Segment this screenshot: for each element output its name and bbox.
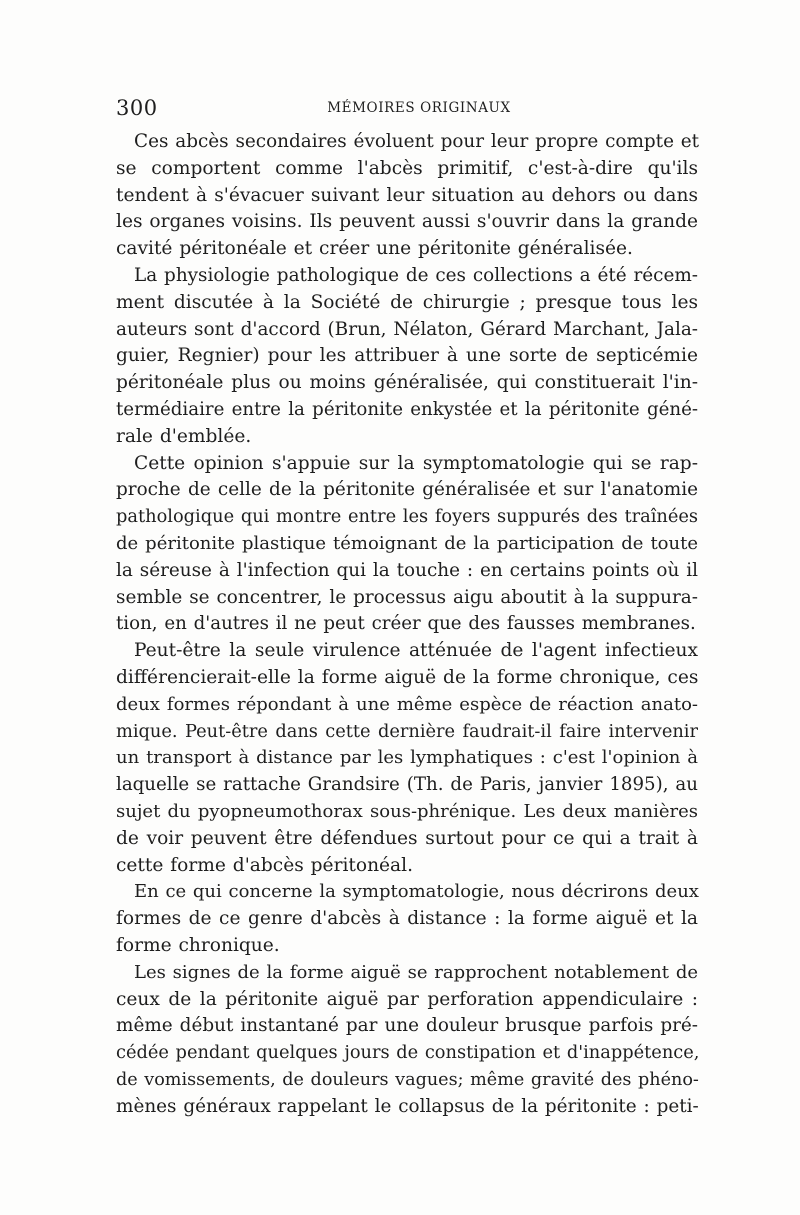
- text-line: proche de celle de la péritonite généralisée et sur l'anatomie: [116, 479, 698, 501]
- text-line: auteurs sont d'accord (Brun, Nélaton, Gérard Marchant, Jala-: [116, 318, 698, 340]
- text-line: pathologique qui montre entre les foyers suppurés des traînées: [116, 506, 698, 528]
- text-line: semble se concentrer, le processus aigu aboutit à la suppura-: [116, 586, 698, 608]
- text-line: ceux de la péritonite aiguë par perforation appendiculaire :: [116, 988, 698, 1010]
- running-title: MÉMOIRES ORIGINAUX: [327, 100, 511, 116]
- text-line: rale d'emblée.: [116, 425, 252, 447]
- text-line: Les signes de la forme aiguë se rapprochent notablement de: [134, 961, 698, 983]
- text-line: de vomissements, de douleurs vagues; même gravité des phéno-: [116, 1069, 699, 1090]
- page-number: 300: [116, 96, 158, 120]
- text-line: forme chronique.: [116, 934, 280, 956]
- text-line: mènes généraux rappelant le collapsus de la péritonite : peti-: [116, 1095, 699, 1117]
- text-line: cette forme d'abcès péritonéal.: [116, 854, 413, 876]
- text-line: Peut-être la seule virulence atténuée de l'agent infectieux: [134, 640, 698, 662]
- text-line: cavité péritonéale et créer une péritonite généralisée.: [116, 238, 633, 260]
- text-line: de voir peuvent être défendues surtout pour ce qui a trait à: [116, 827, 698, 849]
- text-line: péritonéale plus ou moins généralisée, qui constituerait l'in-: [116, 372, 698, 394]
- running-head: [116, 96, 698, 124]
- text-line: termédiaire entre la péritonite enkystée et la péritonite géné-: [116, 398, 698, 420]
- text-line: sujet du pyopneumothorax sous-phrénique. Les deux manières: [116, 800, 698, 822]
- text-line: laquelle se rattache Grandsire (Th. de Paris, janvier 1895), au: [116, 774, 698, 796]
- text-line: Ces abcès secondaires évoluent pour leur propre compte et: [134, 131, 700, 152]
- text-line: les organes voisins. Ils peuvent aussi s'ouvrir dans la grande: [116, 211, 698, 233]
- text-line: En ce qui concerne la symptomatologie, nous décrirons deux: [134, 881, 699, 903]
- text-line: guier, Regnier) pour les attribuer à une sorte de septicémie: [116, 345, 698, 367]
- text-line: ment discutée à la Société de chirurgie ; presque tous les: [116, 291, 698, 313]
- text-line: de péritonite plastique témoignant de la participation de toute: [116, 532, 698, 554]
- text-line: se comportent comme l'abcès primitif, c'est-à-dire qu'ils: [116, 157, 698, 179]
- paragraph: [116, 638, 698, 879]
- text-line: tion, en d'autres il ne peut créer que des fausses membranes.: [116, 613, 696, 635]
- body-text: [116, 129, 698, 1120]
- text-line: un transport à distance par les lymphatiques : c'est l'opinion à: [116, 747, 698, 769]
- paragraph: [116, 451, 698, 639]
- paragraph: [116, 960, 698, 1121]
- text-line: formes de ce genre d'abcès à distance : la forme aiguë et la: [116, 908, 698, 930]
- text-line: différencierait-elle la forme aiguë de la forme chronique, ces: [116, 666, 699, 688]
- paragraph: [116, 879, 698, 959]
- text-line: La physiologie pathologique de ces collections a été récem-: [134, 264, 698, 286]
- text-line: la séreuse à l'infection qui la touche : en certains points où il: [116, 559, 698, 581]
- text-line: deux formes répondant à une même espèce de réaction anato-: [116, 693, 698, 715]
- text-line: cédée pendant quelques jours de constipation et d'inappétence,: [116, 1042, 700, 1064]
- text-line: tendent à s'évacuer suivant leur situation au dehors ou dans: [116, 184, 698, 206]
- paragraph: [116, 263, 698, 451]
- text-line: mique. Peut-être dans cette dernière faudrait-il faire intervenir: [116, 720, 698, 742]
- text-line: Cette opinion s'appuie sur la symptomatologie qui se rap-: [134, 452, 698, 474]
- paragraph: [116, 129, 698, 263]
- text-line: même début instantané par une douleur brusque parfois pré-: [116, 1015, 698, 1037]
